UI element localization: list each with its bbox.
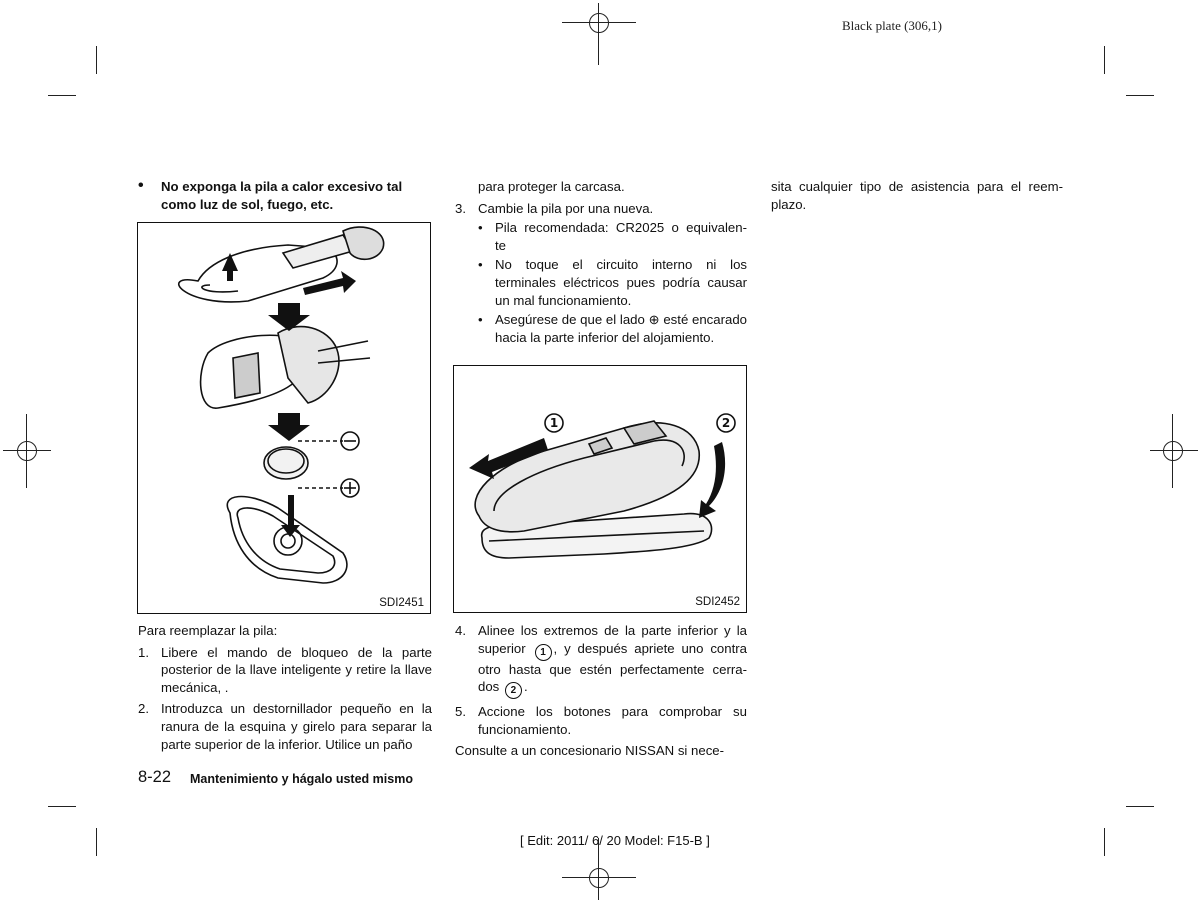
column-3-text: sita cualquier tipo de asistencia para el reem- plazo.	[771, 179, 1063, 212]
step-1	[138, 644, 432, 697]
continuation-text: para proteger la carcasa.	[478, 179, 625, 194]
figure-code: SDI2451	[379, 597, 424, 609]
bullet-icon: •	[138, 177, 144, 194]
step-text: Cambie la pila por una nueva.	[478, 200, 654, 216]
figure-battery-removal	[137, 222, 431, 614]
heat-warning	[138, 178, 432, 213]
label-two: 2	[721, 416, 731, 430]
battery-removal-illustration	[138, 223, 430, 613]
step-number: 4.	[455, 623, 466, 638]
step-4	[455, 622, 747, 699]
step-number: 1.	[138, 644, 149, 660]
step-text-a: Alinee los extremos de la parte inferior y la superior	[478, 623, 747, 656]
step-text-c: .	[523, 679, 528, 695]
page-number: 8-22	[138, 768, 172, 786]
bullet-icon: •	[478, 220, 483, 236]
heat-warning-text: No exponga la pila a calor excesivo tal como luz de sol, fuego, etc.	[161, 179, 403, 212]
circled-one-icon: 1	[535, 644, 552, 661]
bullet-icon: •	[478, 312, 483, 328]
step-number: 3.	[455, 200, 466, 216]
bullet-text: Pila recomendada: CR2025 o equivalen- te	[495, 220, 747, 253]
label-one: 1	[549, 416, 559, 430]
column-1-lower	[138, 622, 432, 757]
bullet-text: Asegúrese de que el lado ⊕ esté encarado hacia la parte inferior del alojamiento.	[495, 312, 747, 345]
column-1	[138, 178, 432, 213]
circled-two-icon: 2	[505, 682, 522, 699]
step-text: Accione los botones para comprobar su funcionamiento.	[478, 704, 747, 737]
step-text: Libere el mando de bloqueo de la parte posterior de la llave inteligente y retire la llave mecánica, .	[161, 644, 432, 695]
step-number: 5.	[455, 704, 466, 720]
bullet-circuit-warning	[455, 256, 747, 309]
case-closing-illustration	[454, 366, 746, 612]
section-title: Mantenimiento y hágalo usted mismo	[190, 772, 413, 786]
figure-code: SDI2452	[695, 596, 740, 608]
step-text: Introduzca un destornillador pequeño en la ranura de la esquina y girelo para separar la parte superior de la inferior. Utilice un paño	[161, 701, 432, 752]
intro-text: Para reemplazar la pila:	[138, 623, 278, 638]
step-text-b: , y después apriete uno contra otro hasta que estén perfectamente cerra- dos	[478, 640, 747, 695]
figure-case-closing	[453, 365, 747, 613]
bullet-battery-type	[455, 219, 747, 254]
edit-info: [ Edit: 2011/ 6/ 20 Model: F15-B ]	[520, 833, 710, 848]
closing-text: Consulte a un concesionario NISSAN si nece-	[455, 743, 725, 759]
bullet-text: No toque el circuito interno ni los terminales eléctricos pues podría causar un mal funcionamiento.	[495, 257, 747, 308]
step-number: 2.	[138, 701, 149, 717]
plate-label: Black plate (306,1)	[842, 18, 942, 33]
step-5	[455, 703, 747, 738]
step-3	[455, 200, 747, 218]
column-2	[455, 178, 747, 348]
column-2-lower	[455, 622, 747, 760]
bullet-polarity	[455, 311, 747, 346]
column-3	[771, 178, 1063, 213]
bullet-icon: •	[478, 257, 483, 273]
step-2	[138, 700, 432, 753]
